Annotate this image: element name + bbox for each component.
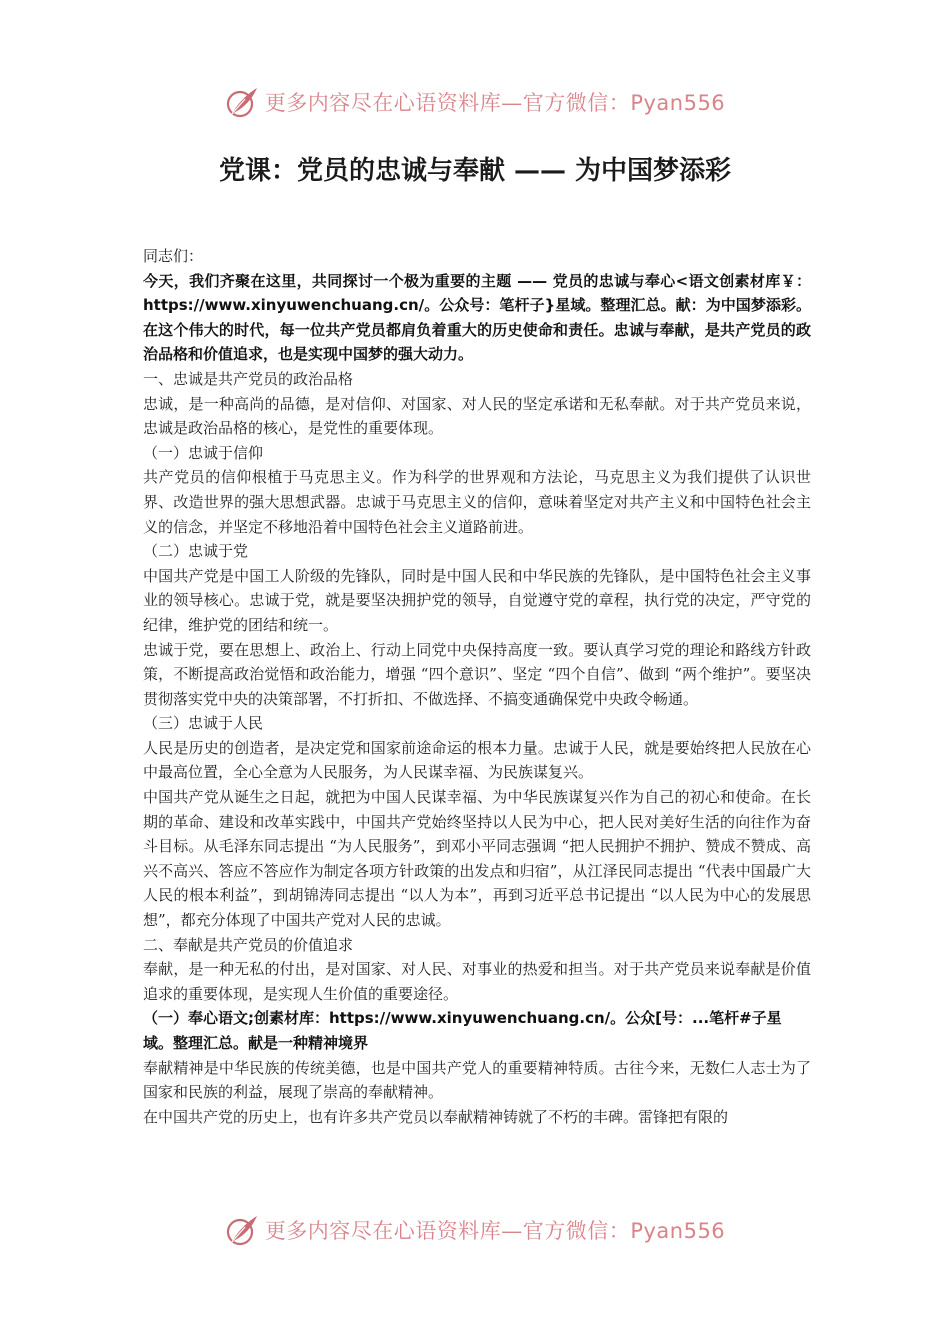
paragraph: 共产党员的信仰根植于马克思主义。作为科学的世界观和方法论，马克思主义为我们提供了认识世界、改造世界的强大思想武器。忠诚于马克思主义的信仰，意味着坚定对共产主义和中国特色社会主义的信念，并坚定不移地沿着中国特色社会主义道路前进。 (143, 468, 811, 536)
paragraph: 在中国共产党的历史上，也有许多共产党员以奉献精神铸就了不朽的丰碑。雷锋把有限的 (143, 1107, 729, 1126)
paragraph: 奉献，是一种无私的付出，是对国家、对人民、对事业的热爱和担当。对于共产党员来说奉献是价值追求的重要体现，是实现人生价值的重要途径。 (143, 960, 811, 1003)
paragraph: 忠诚，是一种高尚的品德，是对信仰、对国家、对人民的坚定承诺和无私奉献。对于共产党员来说，忠诚是政治品格的核心，是党性的重要体现。 (143, 394, 811, 438)
section-heading-1: 一、忠诚是共产党员的政治品格 (143, 369, 354, 388)
subsection-heading: （一）忠诚于信仰 (143, 443, 264, 462)
subsection-heading: （二）忠诚于党 (143, 542, 249, 561)
salutation: 同志们： (143, 247, 204, 265)
paragraph: 中国共产党从诞生之日起，就把为中国人民谋幸福、为中华民族谋复兴作为自己的初心和使命。在长期的革命、建设和改革实践中，中国共产党始终坚持以人民为中心，把人民对美好生活的向往作为奋斗目标。从毛泽东同志提出 “为人民服务”，到邓小平同志强调 “把人民拥护不拥护、赞成不赞成、高兴不高兴、答应不答应作为制定各项方针政策的出发点和归宿”，从江泽民同志提出 “代表中国最广大人民的根本利益”，到胡锦涛同志提出 “以人为本”，再到习近平总书记提出 “以人民为中心的发展思想”，都充分体现了中国共产党对人民的忠诚。 (143, 788, 811, 930)
paragraph: 人民是历史的创造者，是决定党和国家前途命运的根本力量。忠诚于人民，就是要始终把人民放在心中最高位置，全心全意为人民服务，为人民谋幸福、为民族谋复兴。 (143, 738, 811, 782)
banner-text: 更多内容尽在心语资料库—官方微信：Pyan556 (264, 1219, 726, 1243)
subsection-heading: （三）忠诚于人民 (143, 714, 264, 733)
paragraph: 忠诚于党，要在思想上、政治上、行动上同党中央保持高度一致。要认真学习党的理论和路线方针政策，不断提高政治觉悟和政治能力，增强 “四个意识”、坚定 “四个自信”、做到 “两个维护”。要坚决贯彻落实党中央的决策部署，不打折扣、不做选择、不搞变通确保党中央政令畅通。 (143, 640, 811, 708)
quill-logo-icon (225, 85, 259, 119)
subsection-heading-bold: （一）奉心语文;创素材库：https://www.xinyuwenchuang.cn/。公众[号：...笔杆#子星域。整理汇总。献是一种精神境界 (143, 1009, 782, 1052)
banner-text: 更多内容尽在心语资料库—官方微信：Pyan556 (264, 91, 726, 115)
footer-banner (0, 1208, 950, 1252)
paragraph: 中国共产党是中国工人阶级的先锋队，同时是中国人民和中华民族的先锋队，是中国特色社会主义事业的领导核心。忠诚于党，就是要坚决拥护党的领导，自觉遵守党的章程，执行党的决定，严守党的纪律，维护党的团结和统一。 (143, 566, 811, 634)
intro-paragraph: 今天，我们齐聚在这里，共同探讨一个极为重要的主题 —— 党员的忠诚与奉心<语文创素材库￥：https://www.xinyuwenchuang.cn/。公众号：笔杆子}星域。整理汇总。献：为中国梦添彩。在这个伟大的时代，每一位共产党员都肩负着重大的历史使命和责任。忠诚与奉献，是共产党员的政治品格和价值追求，也是实现中国梦的强大动力。 (143, 271, 811, 364)
quill-logo-icon (225, 1213, 259, 1247)
section-heading-2: 二、奉献是共产党员的价值追求 (143, 935, 354, 954)
page-title: 党课：党员的忠诚与奉献 —— 为中国梦添彩 (218, 156, 732, 186)
document-body (143, 244, 811, 1129)
header-banner (0, 80, 950, 124)
paragraph: 奉献精神是中华民族的传统美德，也是中国共产党人的重要精神特质。古往今来，无数仁人志士为了国家和民族的利益，展现了崇高的奉献精神。 (143, 1058, 811, 1102)
